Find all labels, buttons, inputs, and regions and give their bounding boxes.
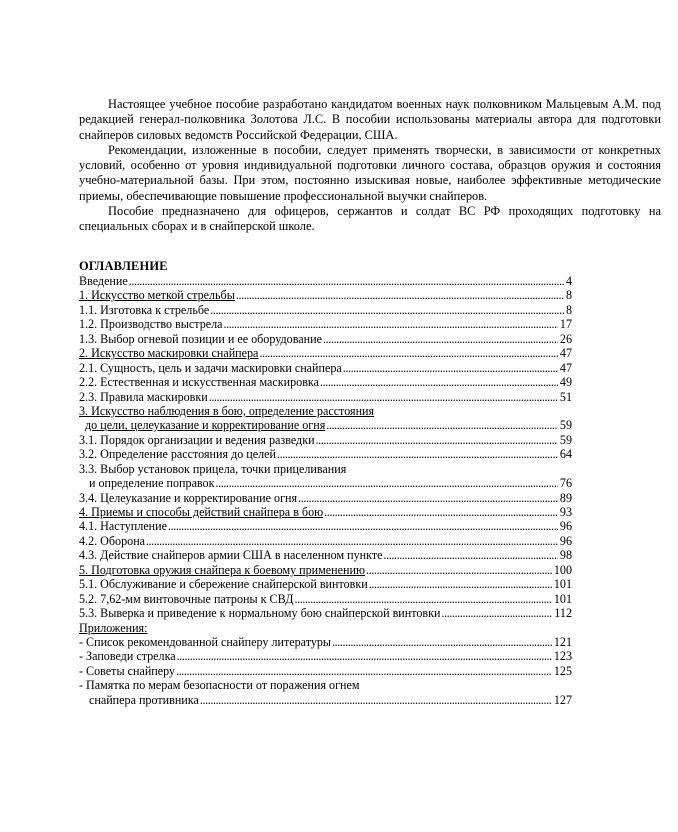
- intro-paragraph: Рекомендации, изложенные в пособии, следует применять творчески, в зависимости от конкретных условий, особенно от уровня индивидуальной подготовки личного состава, образцов оружия и состояния учебно-материальной базы. При этом, постоянно изыскивая новые, наиболее эффективные методические приемы, обеспечивающие повышение профессиональной выучки снайперов.: [79, 142, 661, 203]
- toc-entry: 2. Искусство маскировки снайпера ..... 47: [79, 346, 572, 360]
- toc-entry: 4.1. Наступление ..... 96: [79, 519, 572, 533]
- toc-entry: 5.1. Обслуживание и сбережение снайперской винтовки ..... 101: [79, 577, 572, 591]
- intro-paragraph: Пособие предназначено для офицеров, сержантов и солдат ВС РФ проходящих подготовку на специальных сборах и в снайперской школе.: [79, 204, 661, 234]
- toc-entry: 5.3. Выверка и приведение к нормальному бою снайперской винтовки ..... 112: [79, 606, 572, 620]
- toc-entry: - Памятка по мерам безопасности от поражения огнем: [79, 678, 360, 693]
- toc-entry: 4.2. Оборона ..... 96: [79, 534, 572, 548]
- toc-entry: снайпера противника ..... 127: [79, 693, 572, 707]
- toc-entry: 3.2. Определение расстояния до целей ..... 64: [79, 447, 572, 461]
- intro-text: [79, 97, 661, 235]
- toc-title: ОГЛАВЛЕНИЕ: [79, 259, 168, 273]
- toc-entry: 5.2. 7,62-мм винтовочные патроны к СВД ..... 101: [79, 592, 572, 606]
- toc-entry: - Советы снайперу ..... 125: [79, 664, 572, 678]
- toc-entry: 3.4. Целеуказание и корректирование огня ..... 89: [79, 491, 572, 505]
- toc-entry: 2.2. Естественная и искусственная маскировка ..... 49: [79, 375, 572, 389]
- toc-entry: до цели, целеуказание и корректирование огня ..... 59: [79, 418, 572, 432]
- intro-paragraph: Настоящее учебное пособие разработано кандидатом военных наук полковником Мальцевым А.М. под редакцией генерал-полковника Золотова Л.С. В пособии использованы материалы автора для подготовки снайперов силовых ведомств Российской Федерации, США.: [79, 97, 661, 142]
- toc-entry: Приложения:: [79, 620, 148, 635]
- toc-entry: 1.2. Производство выстрела ..... 17: [79, 317, 572, 331]
- toc-entry: 4. Приемы и способы действий снайпера в бою ..... 93: [79, 505, 572, 519]
- toc-entry: 3.1. Порядок организации и ведения разведки ..... 59: [79, 433, 572, 447]
- table-of-contents: [79, 274, 572, 707]
- toc-entry: 5. Подготовка оружия снайпера к боевому применению ..... 100: [79, 563, 572, 577]
- toc-entry: - Заповеди стрелка ..... 123: [79, 649, 572, 663]
- toc-entry: Введение ..... 4: [79, 274, 572, 288]
- toc-entry: 2.1. Сущность, цель и задачи маскировки снайпера ..... 47: [79, 361, 572, 375]
- toc-entry: 2.3. Правила маскировки ..... 51: [79, 390, 572, 404]
- toc-entry: 3. Искусство наблюдения в бою, определение расстояния: [79, 403, 375, 418]
- toc-entry: 1.1. Изготовка к стрельбе ..... 8: [79, 303, 572, 317]
- toc-entry: 1.3. Выбор огневой позиции и ее оборудование ..... 26: [79, 332, 572, 346]
- toc-entry: и определение поправок ..... 76: [79, 476, 572, 490]
- toc-entry: 4.3. Действие снайперов армии США в населенном пункте ..... 98: [79, 548, 572, 562]
- toc-entry: - Список рекомендованной снайперу литературы ..... 121: [79, 635, 572, 649]
- toc-entry: 1. Искусство меткой стрельбы ..... 8: [79, 288, 572, 302]
- toc-entry: 3.3. Выбор установок прицела, точки прицеливания: [79, 461, 347, 476]
